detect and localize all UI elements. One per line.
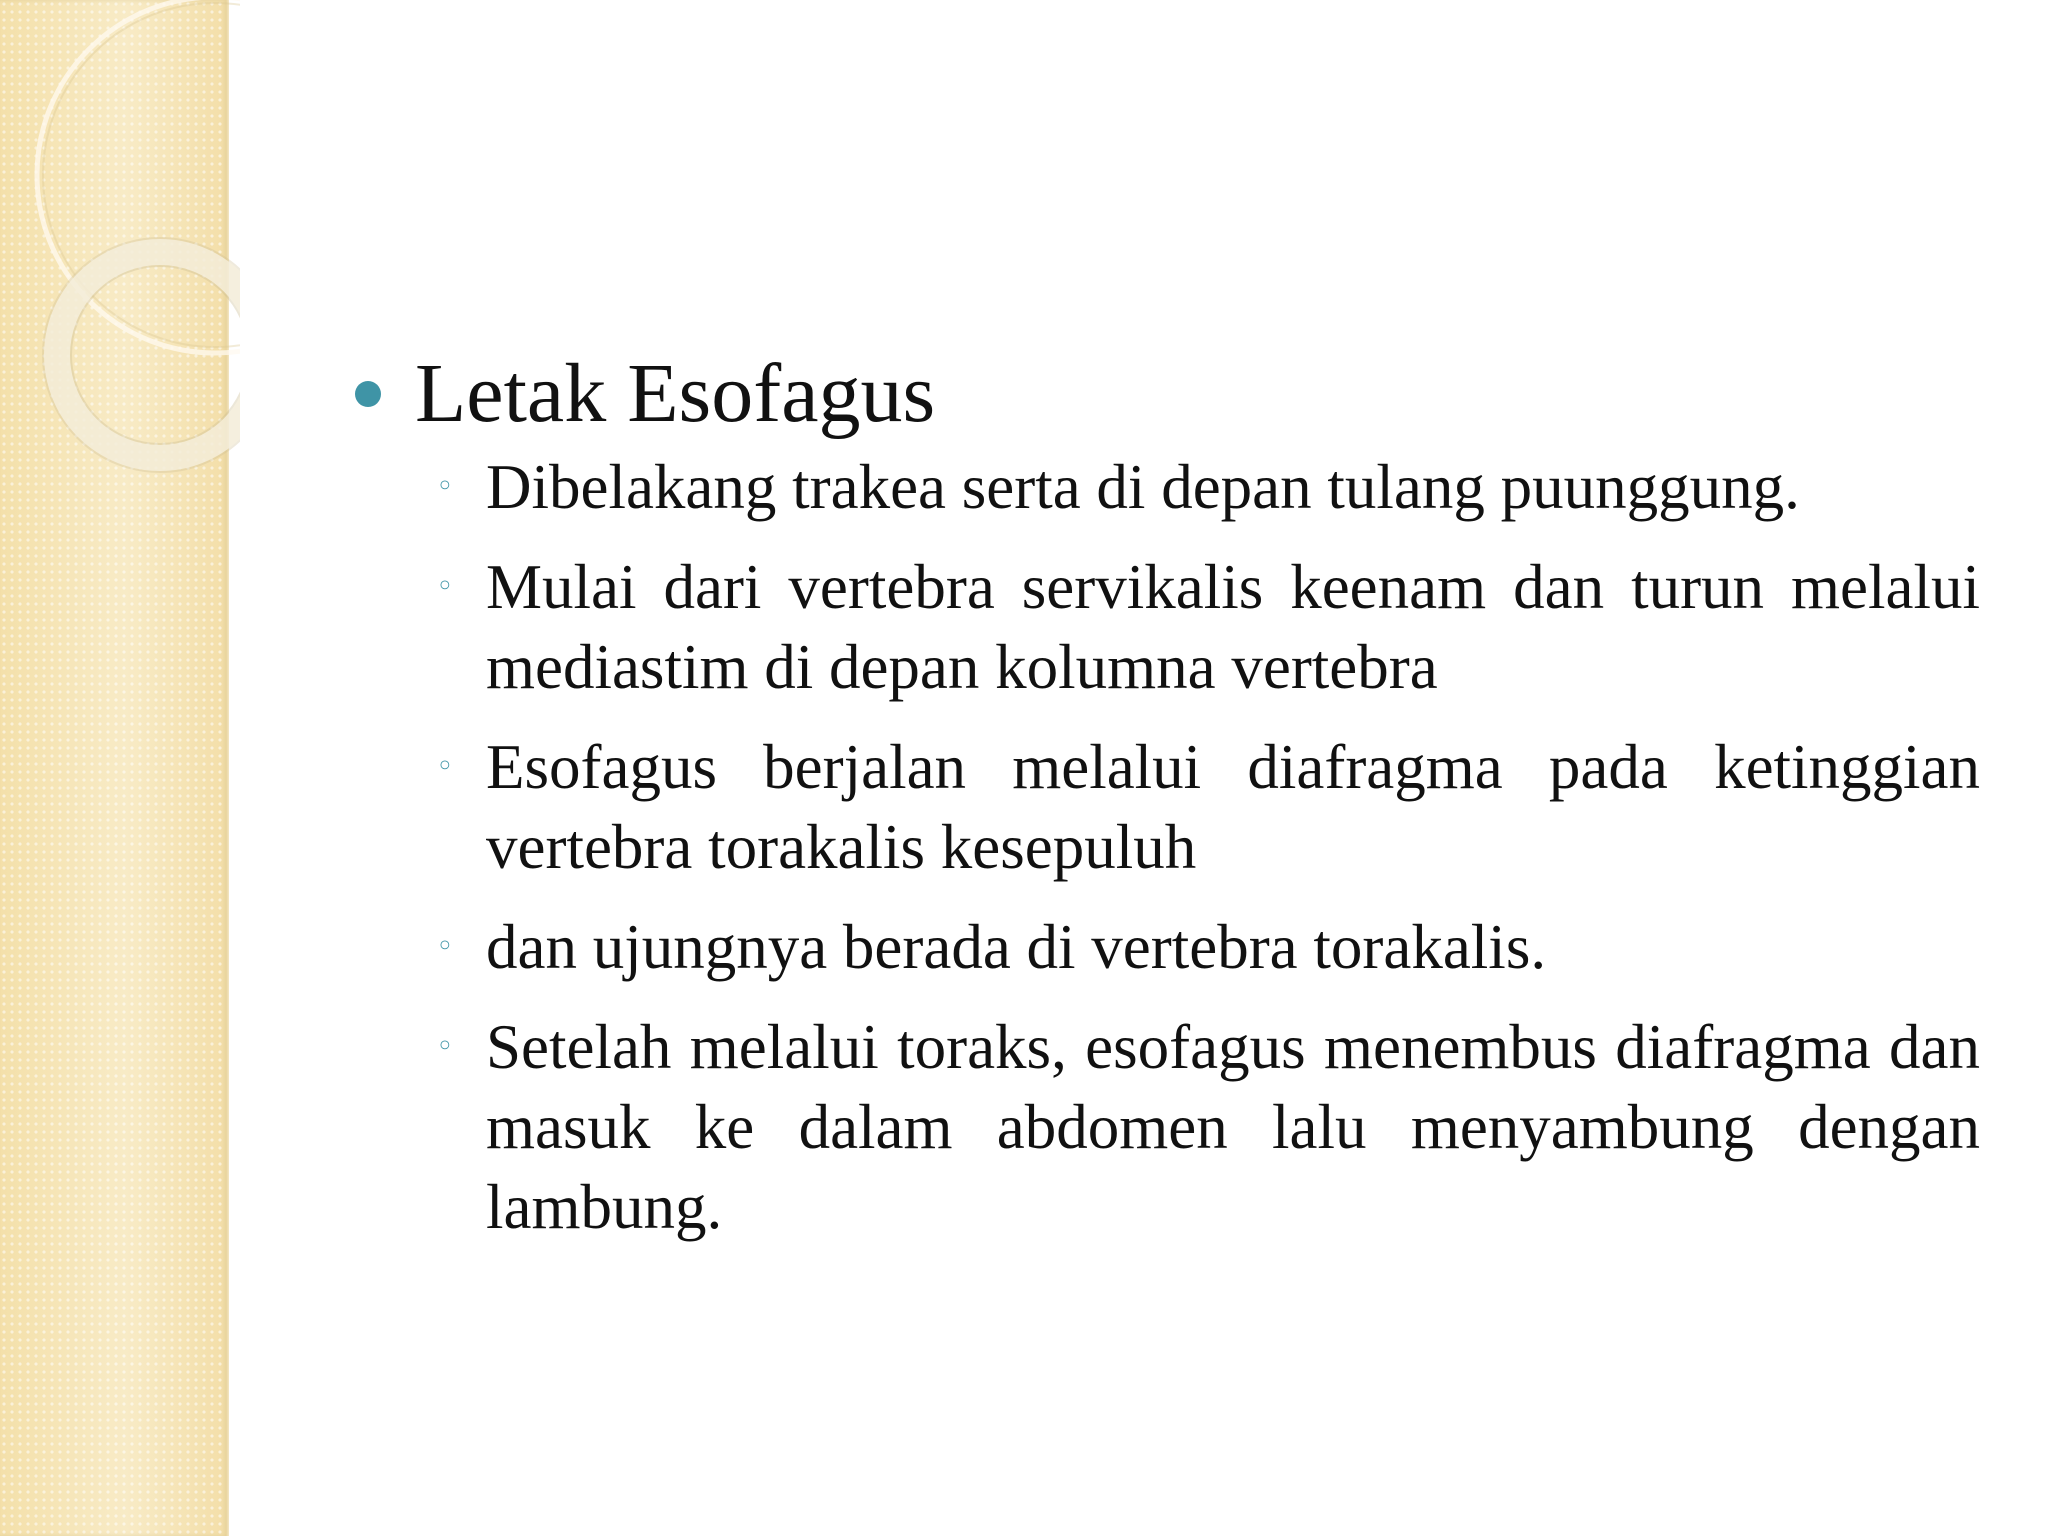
- hollow-bullet-icon: ◦: [436, 469, 454, 504]
- slide-content: [355, 338, 1980, 1267]
- sub-bullet-text: Setelah melalui toraks, esofagus menembus diafragma dan masuk ke dalam abdomen lalu menyambung dengan lambung.: [486, 1012, 1980, 1242]
- sub-bullet-item: [355, 1007, 1980, 1247]
- sub-bullet-text: Esofagus berjalan melalui diafragma pada ketinggian vertebra torakalis kesepuluh: [486, 732, 1980, 882]
- sub-bullet-text: dan ujungnya berada di vertebra torakalis.: [486, 912, 1547, 982]
- main-bullet: [355, 338, 1980, 450]
- hollow-bullet-icon: ◦: [436, 569, 454, 604]
- slide-heading: Letak Esofagus: [415, 347, 936, 440]
- sub-bullet-item: [355, 727, 1980, 887]
- hollow-bullet-icon: ◦: [436, 929, 454, 964]
- decorative-rings: [0, 0, 240, 520]
- sub-bullet-item: [355, 547, 1980, 707]
- hollow-bullet-icon: ◦: [436, 1029, 454, 1064]
- sub-bullet-text: Dibelakang trakea serta di depan tulang puunggung.: [486, 452, 1800, 522]
- sub-bullet-text: Mulai dari vertebra servikalis keenam dan turun melalui mediastim di depan kolumna vertebra: [486, 552, 1980, 702]
- hollow-bullet-icon: ◦: [436, 749, 454, 784]
- sub-bullet-item: [355, 907, 1980, 987]
- sub-bullet-item: [355, 447, 1980, 527]
- sub-bullet-list: [355, 447, 1980, 1247]
- bullet-dot-icon: [355, 381, 381, 407]
